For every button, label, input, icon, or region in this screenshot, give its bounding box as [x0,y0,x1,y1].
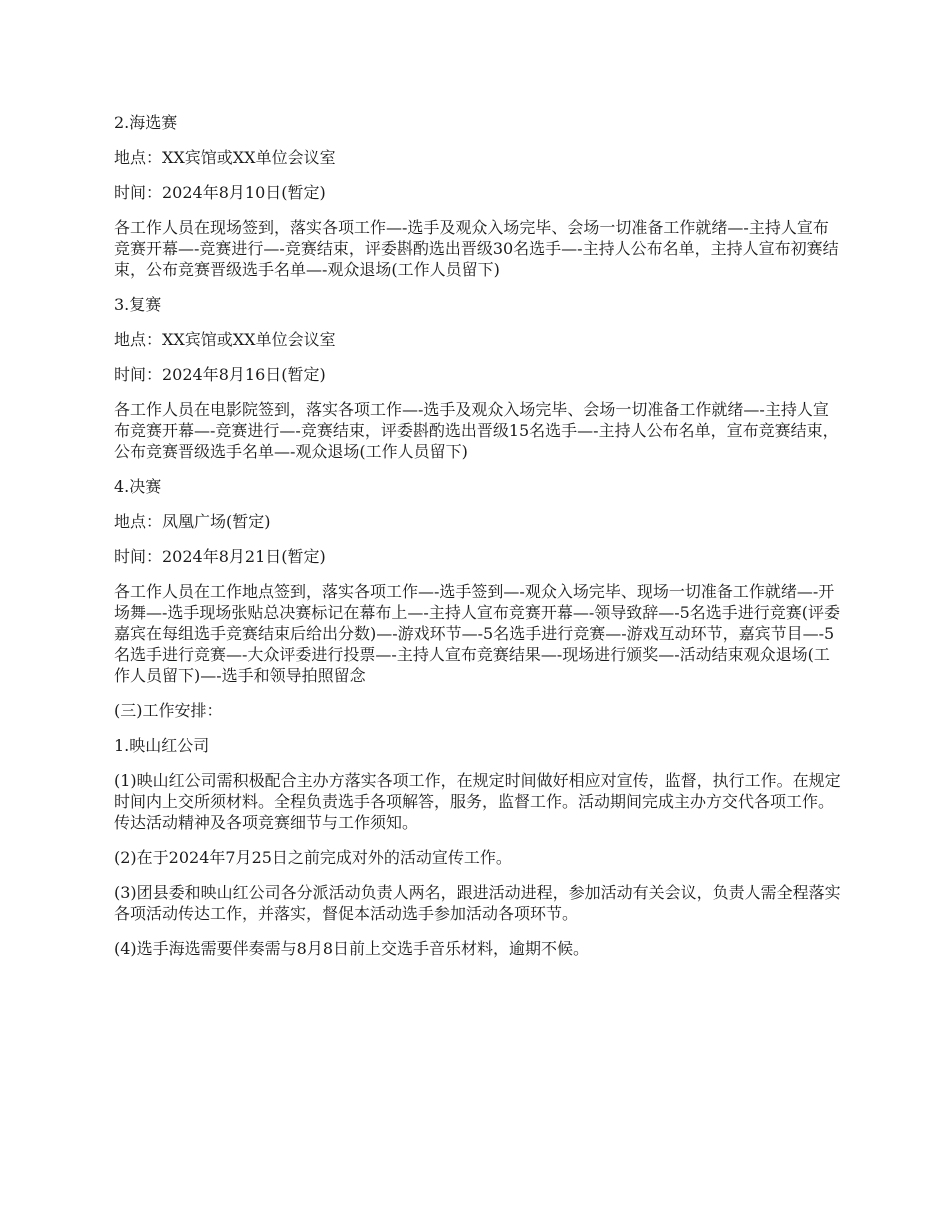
semifinal-procedure: 各工作人员在电影院签到，落实各项工作—-选手及观众入场完毕、会场一切准备工作就绪—-主持人宣布竞赛开幕—-竞赛进行—-竞赛结束，评委斟酌选出晋级15名选手—-主持人公布名单，宣布竞赛结束，公布竞赛晋级选手名单—-观众退场(工作人员留下) [114,400,839,461]
semifinal-location: 地点：XX宾馆或XX单位会议室 [114,330,336,349]
heading-company: 1.映山红公司 [114,736,210,755]
document-body [114,112,842,973]
final-time: 时间：2024年8月21日(暂定) [114,547,326,566]
heading-final: 4.决赛 [114,477,162,496]
arrangement-item-1: (1)映山红公司需积极配合主办方落实各项工作，在规定时间做好相应对宣传，监督，执行工作。在规定时间内上交所须材料。全程负责选手各项解答，服务，监督工作。活动期间完成主办方交代各项工作。传达活动精神及各项竞赛细节与工作须知。 [114,771,841,832]
arrangement-item-3: (3)团县委和映山红公司各分派活动负责人两名，跟进活动进程，参加活动有关会议，负责人需全程落实各项活动传达工作，并落实，督促本活动选手参加活动各项环节。 [114,883,841,923]
audition-time: 时间：2024年8月10日(暂定) [114,183,326,202]
audition-procedure: 各工作人员在现场签到，落实各项工作—-选手及观众入场完毕、会场一切准备工作就绪—-主持人宣布竞赛开幕—-竞赛进行—-竞赛结束，评委斟酌选出晋级30名选手—-主持人公布名单，主持人宣布初赛结束，公布竞赛晋级选手名单—-观众退场(工作人员留下) [114,218,839,279]
heading-work-arrangement: (三)工作安排： [114,701,223,720]
heading-semifinal: 3.复赛 [114,295,162,314]
final-procedure: 各工作人员在工作地点签到，落实各项工作—-选手签到—-观众入场完毕、现场一切准备工作就绪—-开场舞—-选手现场张贴总决赛标记在幕布上—-主持人宣布竞赛开幕—-领导致辞—-5名选手进行竞赛(评委嘉宾在每组选手竞赛结束后给出分数)—-游戏环节—-5名选手进行竞赛—-游戏互动环节，嘉宾节目—-5名选手进行竞赛—-大众评委进行投票—-主持人宣布竞赛结果—-现场进行颁奖—-活动结束观众退场(工作人员留下)—-选手和领导拍照留念 [114,582,841,685]
arrangement-item-4: (4)选手海选需要伴奏需与8月8日前上交选手音乐材料，逾期不候。 [114,939,590,958]
semifinal-time: 时间：2024年8月16日(暂定) [114,365,326,384]
heading-audition: 2.海选赛 [114,113,178,132]
final-location: 地点：凤凰广场(暂定) [114,512,271,531]
audition-location: 地点：XX宾馆或XX单位会议室 [114,148,336,167]
arrangement-item-2: (2)在于2024年7月25日之前完成对外的活动宣传工作。 [114,848,512,867]
